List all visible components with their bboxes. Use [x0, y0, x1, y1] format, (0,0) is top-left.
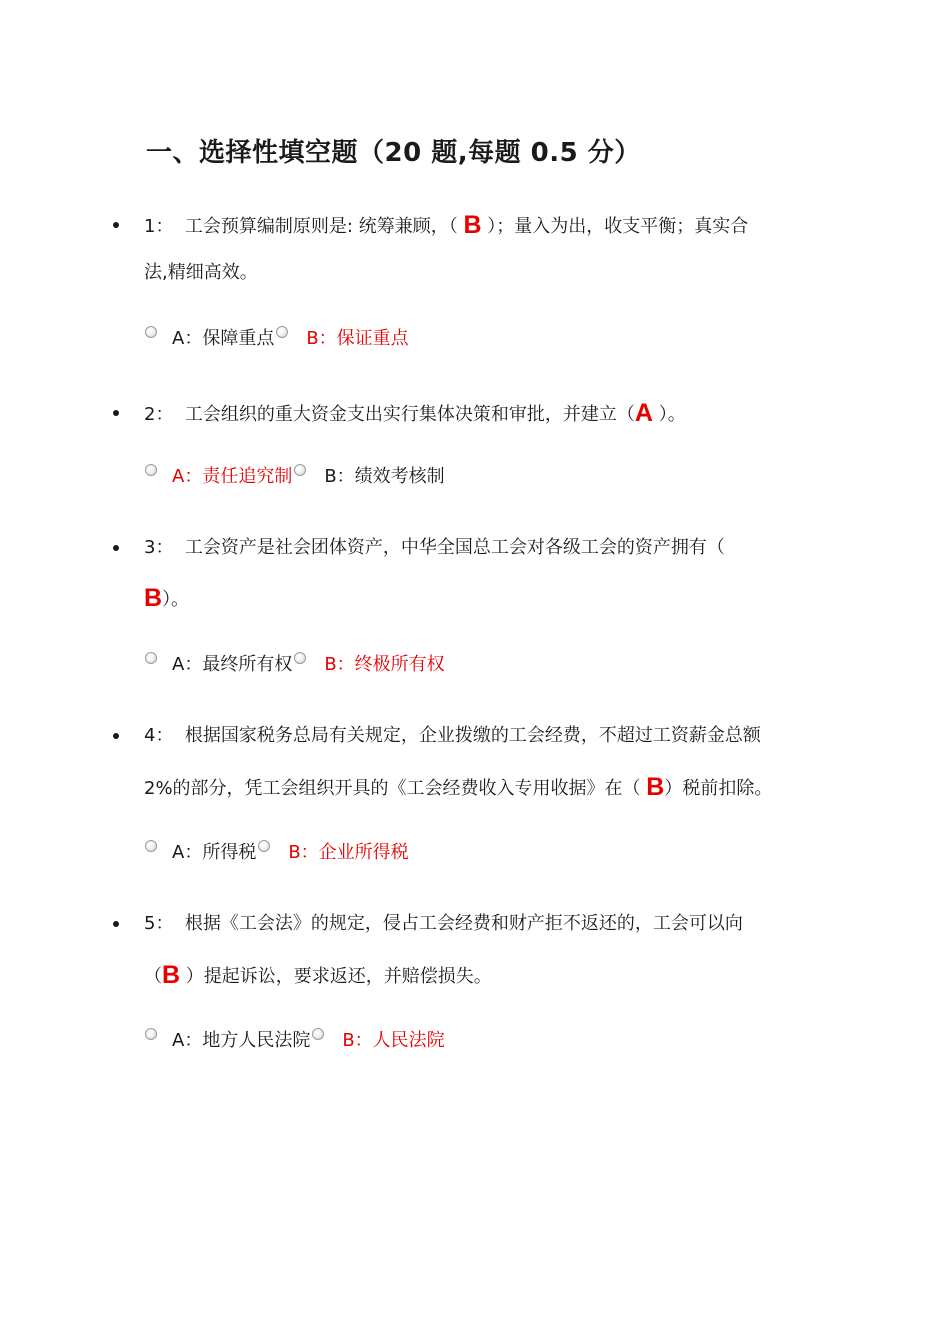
question-3-line-2 — [144, 585, 189, 613]
radio-option-a[interactable] — [145, 464, 157, 476]
option-a-label[interactable]: A：保障重点 — [172, 328, 275, 349]
question-1-line-1 — [144, 212, 748, 240]
question-number: 3： — [144, 537, 174, 558]
list-bullet — [113, 222, 119, 228]
list-bullet — [113, 733, 119, 739]
question-text: 法,精细高效。 — [144, 262, 258, 283]
list-bullet — [113, 410, 119, 416]
question-text: ）提起诉讼，要求返还，并赔偿损失。 — [185, 966, 492, 987]
radio-option-b[interactable] — [276, 326, 288, 338]
answer-mark: B — [646, 773, 665, 801]
option-a-label[interactable]: A：最终所有权 — [172, 654, 293, 675]
radio-option-b[interactable] — [312, 1028, 324, 1040]
question-5-line-2 — [144, 962, 492, 990]
question-4-line-1 — [144, 723, 761, 749]
radio-option-a[interactable] — [145, 326, 157, 338]
question-2-options — [145, 464, 445, 490]
question-2-line-1 — [144, 400, 686, 428]
question-3-options — [145, 652, 445, 678]
radio-option-a[interactable] — [145, 652, 157, 664]
option-b-label[interactable]: B：企业所得税 — [288, 842, 409, 863]
page-title: 一、选择性填空题（20 题,每题 0.5 分） — [146, 138, 641, 168]
question-4-options — [145, 840, 409, 866]
question-number: 1： — [144, 216, 174, 237]
radio-option-b[interactable] — [294, 464, 306, 476]
answer-mark: A — [634, 399, 653, 427]
question-text: （ — [144, 966, 162, 987]
question-text: ）。 — [658, 404, 686, 425]
option-b-label[interactable]: B：终极所有权 — [324, 654, 445, 675]
answer-mark: B — [162, 961, 181, 989]
radio-option-b[interactable] — [258, 840, 270, 852]
option-a-label[interactable]: A：地方人民法院 — [172, 1030, 311, 1051]
question-text: ）。 — [162, 589, 190, 610]
question-text: ）；量入为出，收支平衡；真实合 — [487, 216, 749, 237]
question-text: 工会资产是社会团体资产，中华全国总工会对各级工会的资产拥有（ — [184, 537, 725, 558]
list-bullet — [113, 921, 119, 927]
option-b-label[interactable]: B：保证重点 — [306, 328, 409, 349]
question-text: 工会组织的重大资金支出实行集体决策和审批，并建立（ — [184, 404, 635, 425]
radio-option-a[interactable] — [145, 1028, 157, 1040]
question-5-options — [145, 1028, 445, 1054]
question-text: 根据《工会法》的规定，侵占工会经费和财产拒不返还的，工会可以向 — [184, 913, 743, 934]
question-5-line-1 — [144, 911, 743, 937]
question-number: 2： — [144, 404, 174, 425]
question-text: 2%的部分，凭工会组织开具的《工会经费收入专用收据》在（ — [144, 778, 641, 799]
question-1-options — [145, 326, 409, 352]
option-b-label[interactable]: B：人民法院 — [342, 1030, 445, 1051]
radio-option-b[interactable] — [294, 652, 306, 664]
question-number: 4： — [144, 725, 174, 746]
option-a-label[interactable]: A：所得税 — [172, 842, 257, 863]
question-3-line-1 — [144, 535, 725, 561]
question-text: 工会预算编制原则是: 统筹兼顾，（ — [184, 216, 458, 237]
question-number: 5： — [144, 913, 174, 934]
option-b-label[interactable]: B：绩效考核制 — [324, 466, 445, 487]
question-4-line-2 — [144, 774, 772, 802]
option-a-label[interactable]: A：责任追究制 — [172, 466, 293, 487]
answer-mark: B — [144, 584, 163, 612]
question-text: 根据国家税务总局有关规定，企业拨缴的工会经费，不超过工资薪金总额 — [184, 725, 761, 746]
question-text: ）税前扣除。 — [664, 778, 773, 799]
list-bullet — [113, 545, 119, 551]
radio-option-a[interactable] — [145, 840, 157, 852]
answer-mark: B — [463, 211, 482, 239]
question-1-line-2 — [144, 260, 258, 286]
